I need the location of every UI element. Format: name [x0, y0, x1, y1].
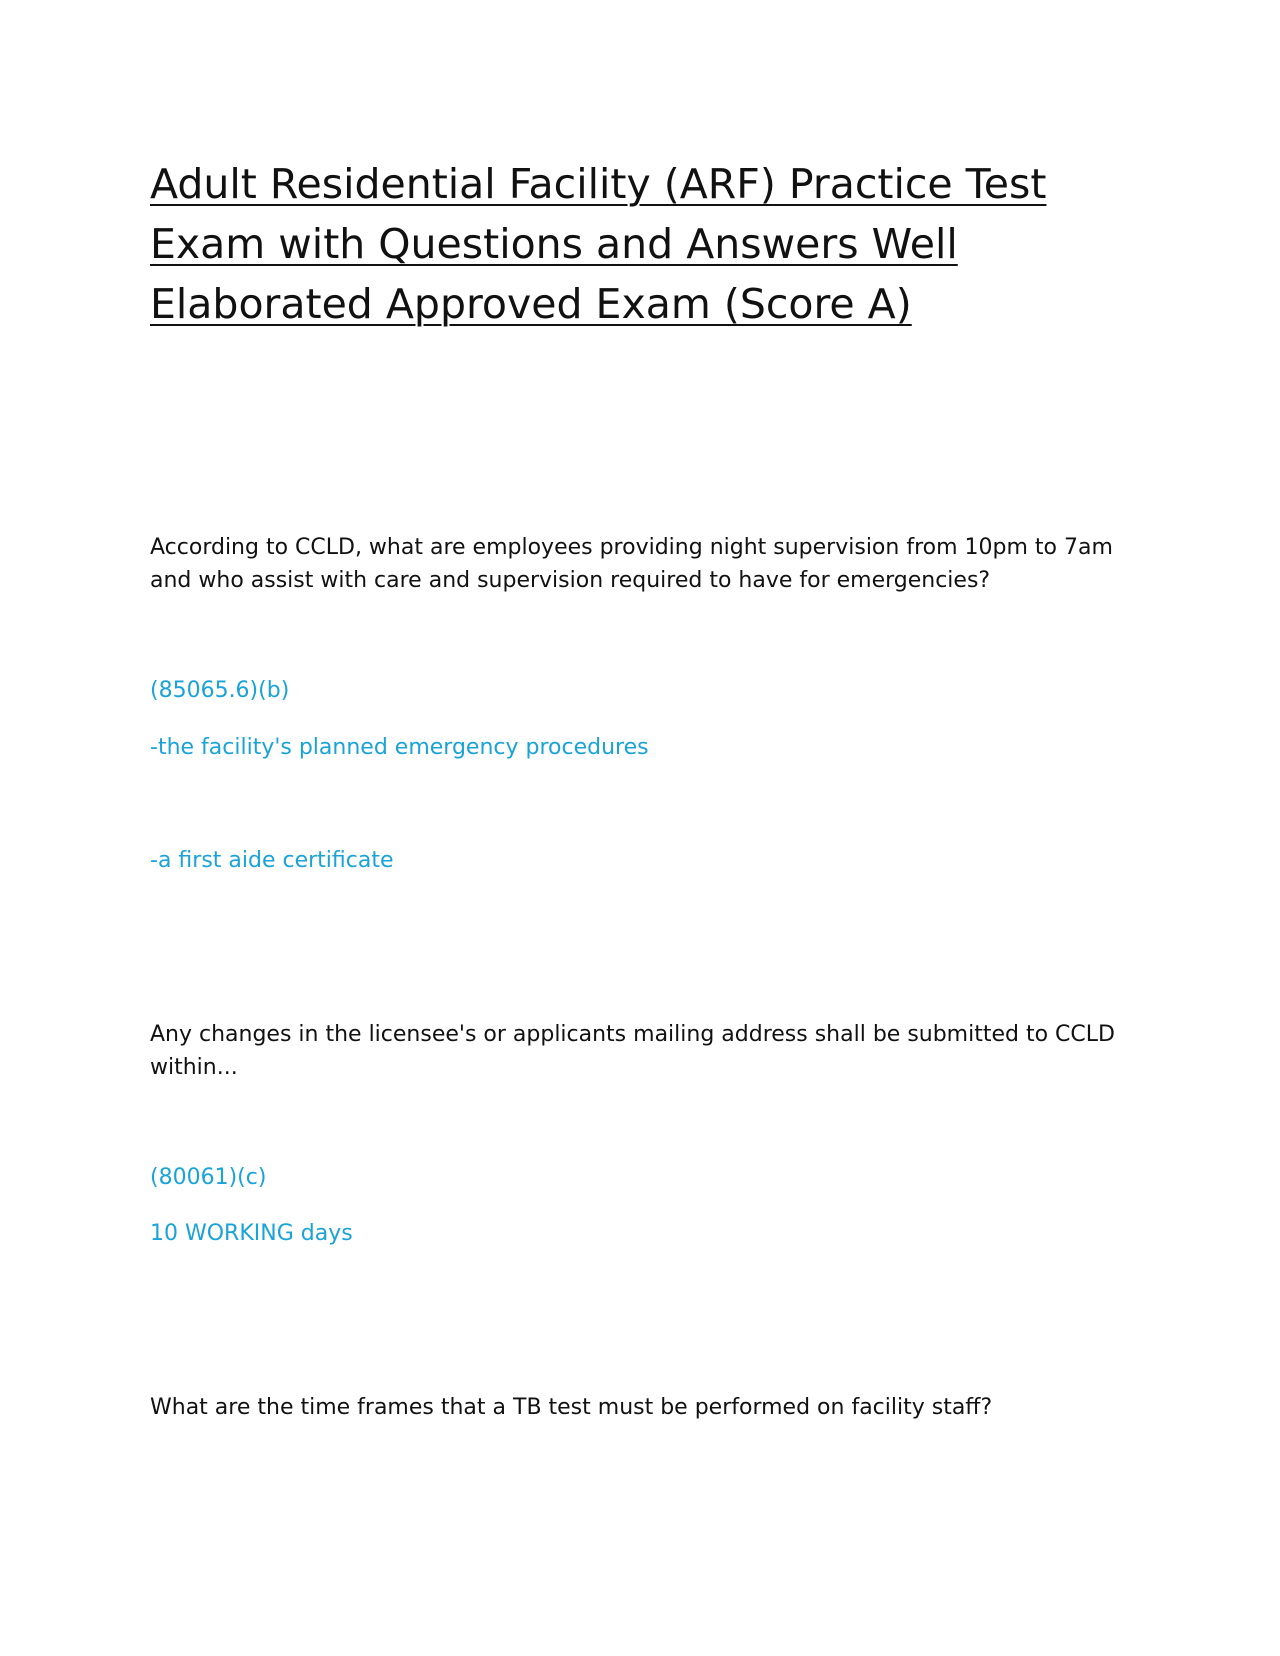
- question-1: According to CCLD, what are employees providing night supervision from 10pm to 7am and who assist with care and supervision required to have for emergencies?: [150, 535, 1113, 593]
- answer-2-line-1: 10 WORKING days: [150, 1221, 353, 1246]
- answer-2-reference: (80061)(c): [150, 1165, 267, 1190]
- answer-1-line-1: -the facility's planned emergency procedures: [150, 735, 649, 760]
- answer-1-line-2: -a first aide certificate: [150, 848, 394, 873]
- document-title: Adult Residential Facility (ARF) Practice Test Exam with Questions and Answers Well Elaborated Approved Exam (Score A): [150, 160, 1047, 328]
- question-2: Any changes in the licensee's or applicants mailing address shall be submitted to CCLD within...: [150, 1022, 1115, 1080]
- question-3: What are the time frames that a TB test must be performed on facility staff?: [150, 1395, 993, 1420]
- answer-1-reference: (85065.6)(b): [150, 678, 290, 703]
